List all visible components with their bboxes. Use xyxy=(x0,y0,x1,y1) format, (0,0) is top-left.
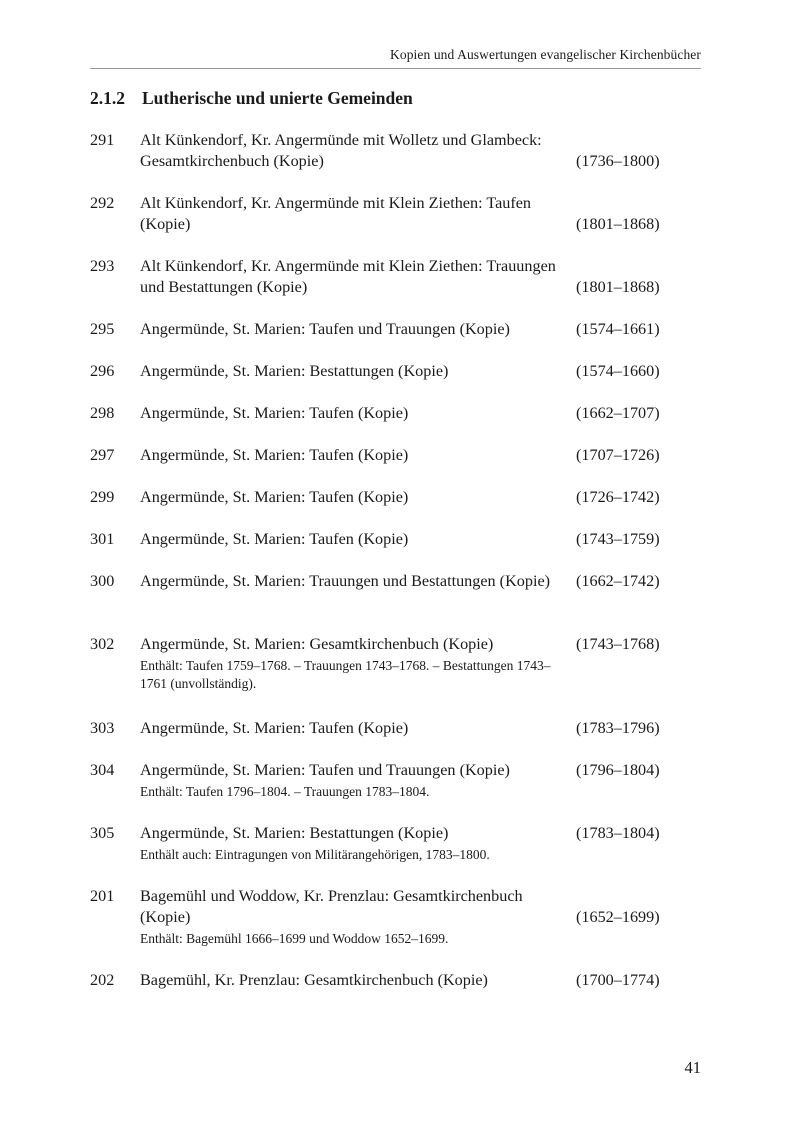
entry-dates: (1700–1774) xyxy=(576,971,660,989)
entry-note: Enthält: Taufen 1759–1768. – Trauungen 1743–1768. – Bestattungen 1743–1761 (unvollständig). xyxy=(140,658,551,691)
entry-title: Bagemühl und Woddow, Kr. Prenzlau: Gesamtkirchenbuch (Kopie) xyxy=(140,887,523,926)
entry-title: Angermünde, St. Marien: Trauungen und Bestattungen (Kopie) xyxy=(140,572,551,590)
entry-dates: (1796–1804) xyxy=(576,761,660,779)
entry-title: Alt Künkendorf, Kr. Angermünde mit Klein Ziethen: Taufen (Kopie) xyxy=(140,194,532,233)
entry-title: Alt Künkendorf, Kr. Angermünde mit Wolletz und Glambeck: Gesamtkirchenbuch (Kopie) xyxy=(140,131,542,170)
entry-number: 298 xyxy=(90,404,115,422)
running-header: Kopien und Auswertungen evangelischer Kirchenbücher xyxy=(390,47,701,62)
entry-dates: (1743–1759) xyxy=(576,530,660,548)
entry-number: 302 xyxy=(90,635,115,653)
entry-292 xyxy=(90,193,701,235)
entry-298 xyxy=(90,403,701,424)
entry-304 xyxy=(90,760,701,801)
entry-305 xyxy=(90,823,701,864)
entry-dates: (1652–1699) xyxy=(576,908,660,926)
entry-303 xyxy=(90,718,701,739)
entry-title: Bagemühl, Kr. Prenzlau: Gesamtkirchenbuch (Kopie) xyxy=(140,971,488,989)
entry-title: Angermünde, St. Marien: Gesamtkirchenbuch (Kopie) xyxy=(140,635,494,653)
entry-note: Enthält: Bagemühl 1666–1699 und Woddow 1652–1699. xyxy=(140,931,449,946)
entry-201 xyxy=(90,886,701,948)
entry-299 xyxy=(90,487,701,508)
entry-dates: (1574–1661) xyxy=(576,320,660,338)
entry-title: Angermünde, St. Marien: Taufen (Kopie) xyxy=(140,488,409,506)
entry-dates: (1801–1868) xyxy=(576,215,660,233)
entry-title: Angermünde, St. Marien: Taufen (Kopie) xyxy=(140,446,409,464)
section-number: 2.1.2 xyxy=(90,88,125,108)
entry-title: Angermünde, St. Marien: Taufen (Kopie) xyxy=(140,530,409,548)
entry-302 xyxy=(90,634,701,693)
entry-note: Enthält: Taufen 1796–1804. – Trauungen 1783–1804. xyxy=(140,784,430,799)
entry-number: 293 xyxy=(90,257,115,275)
entry-title: Angermünde, St. Marien: Taufen und Trauungen (Kopie) xyxy=(140,320,510,338)
entry-dates: (1707–1726) xyxy=(576,446,660,464)
entry-title: Angermünde, St. Marien: Bestattungen (Kopie) xyxy=(140,824,449,842)
entry-number: 301 xyxy=(90,530,115,548)
entry-number: 291 xyxy=(90,131,115,149)
entry-dates: (1662–1707) xyxy=(576,404,660,422)
entry-dates: (1743–1768) xyxy=(576,635,660,653)
header-divider xyxy=(90,68,701,69)
entry-293 xyxy=(90,256,701,298)
section-heading xyxy=(90,88,413,109)
entry-301 xyxy=(90,529,701,550)
entry-title: Angermünde, St. Marien: Taufen (Kopie) xyxy=(140,404,409,422)
entry-291 xyxy=(90,130,701,172)
entry-300 xyxy=(90,571,701,592)
page-number: 41 xyxy=(684,1058,701,1077)
entry-dates: (1574–1660) xyxy=(576,362,660,380)
entry-number: 295 xyxy=(90,320,115,338)
entry-202 xyxy=(90,970,701,991)
entry-number: 304 xyxy=(90,761,115,779)
entry-dates: (1783–1804) xyxy=(576,824,660,842)
entry-number: 300 xyxy=(90,572,115,590)
entry-number: 202 xyxy=(90,971,115,989)
entry-title: Angermünde, St. Marien: Bestattungen (Kopie) xyxy=(140,362,449,380)
entry-title: Angermünde, St. Marien: Taufen und Trauungen (Kopie) xyxy=(140,761,510,779)
entry-number: 201 xyxy=(90,887,115,905)
entry-dates: (1726–1742) xyxy=(576,488,660,506)
entry-dates: (1783–1796) xyxy=(576,719,660,737)
entry-number: 299 xyxy=(90,488,115,506)
entry-number: 297 xyxy=(90,446,115,464)
entry-note: Enthält auch: Eintragungen von Militärangehörigen, 1783–1800. xyxy=(140,847,490,862)
entry-title: Angermünde, St. Marien: Taufen (Kopie) xyxy=(140,719,409,737)
entry-297 xyxy=(90,445,701,466)
entry-dates: (1736–1800) xyxy=(576,152,660,170)
entry-296 xyxy=(90,361,701,382)
entry-dates: (1801–1868) xyxy=(576,278,660,296)
entry-number: 296 xyxy=(90,362,115,380)
entry-number: 303 xyxy=(90,719,115,737)
section-title: Lutherische und unierte Gemeinden xyxy=(142,88,413,108)
entry-295 xyxy=(90,319,701,340)
entry-dates: (1662–1742) xyxy=(576,572,660,590)
entry-number: 305 xyxy=(90,824,115,842)
entry-number: 292 xyxy=(90,194,115,212)
entry-title: Alt Künkendorf, Kr. Angermünde mit Klein Ziethen: Trauungen und Bestattungen (Kopie) xyxy=(140,257,556,296)
